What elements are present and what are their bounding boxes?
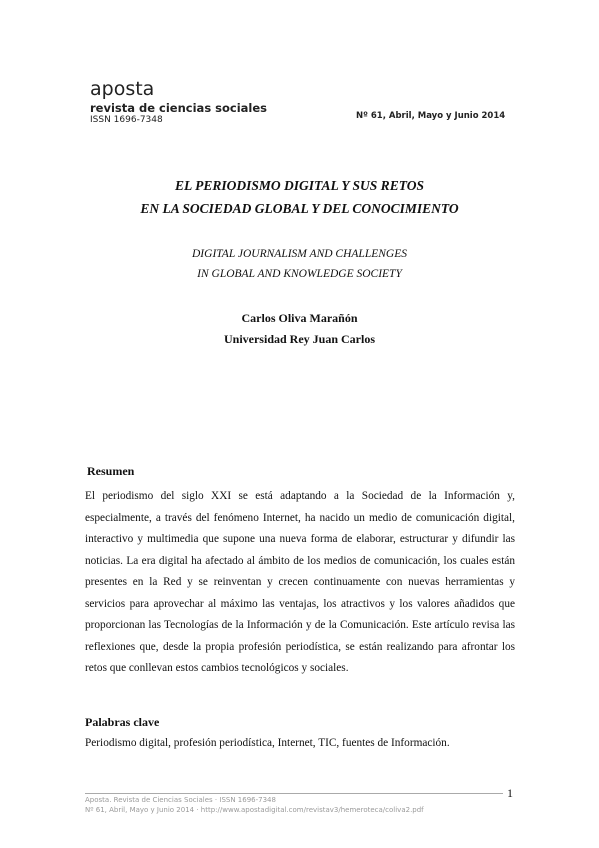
journal-issn: ISSN 1696-7348	[90, 115, 163, 125]
article-title-en-line1: DIGITAL JOURNALISM AND CHALLENGES	[192, 248, 407, 260]
article-title-en-line2: IN GLOBAL AND KNOWLEDGE SOCIETY	[197, 268, 402, 280]
issue-info: Nº 61, Abril, Mayo y Junio 2014	[356, 111, 506, 121]
article-title-es-line2: EN LA SOCIEDAD GLOBAL Y DEL CONOCIMIENTO	[140, 201, 459, 216]
keywords-text: Periodismo digital, profesión periodística, Internet, TIC, fuentes de Información.	[85, 737, 450, 749]
abstract-heading: Resumen	[87, 464, 135, 478]
abstract-text: El periodismo del siglo XXI se está adaptando a la Sociedad de la Información y, especialmente, a través del fenómeno Internet, ha nacido un medio de comunicación digital, interactivo y multimedia que supone una nueva forma de elaborar, estructurar y difundir las noticias. La era digital ha afectado al ámbito de los medios de comunicación, los cuales están presentes en la Red y se reinventan y crecen continuamente con nuevas herramientas y servicios para aprovechar al máximo las ventajas, los atractivos y los valores añadidos que proporcionan las Tecnologías de la Información y de la Comunicación. Este artículo revisa las reflexiones que, desde la propia profesión periodística, se están realizando para afrontar los retos que conllevan estos cambios tecnológicos y sociales.	[85, 490, 515, 674]
journal-subtitle: revista de ciencias sociales	[90, 101, 268, 115]
footer-url: Nº 61, Abril, Mayo y Junio 2014 · http://www.apostadigital.com/revistav3/hemeroteca/coliva2.pdf	[85, 806, 424, 814]
author-affiliation: Universidad Rey Juan Carlos	[223, 332, 375, 346]
page-number: 1	[507, 786, 513, 800]
footer-citation: Aposta. Revista de Ciencias Sociales · ISSN 1696-7348	[85, 796, 276, 804]
article-title-es-line1: EL PERIODISMO DIGITAL Y SUS RETOS	[175, 178, 424, 193]
keywords-heading: Palabras clave	[85, 715, 160, 729]
footer-divider	[85, 793, 503, 794]
journal-name: aposta	[90, 78, 155, 100]
author-name: Carlos Oliva Marañón	[241, 311, 358, 325]
